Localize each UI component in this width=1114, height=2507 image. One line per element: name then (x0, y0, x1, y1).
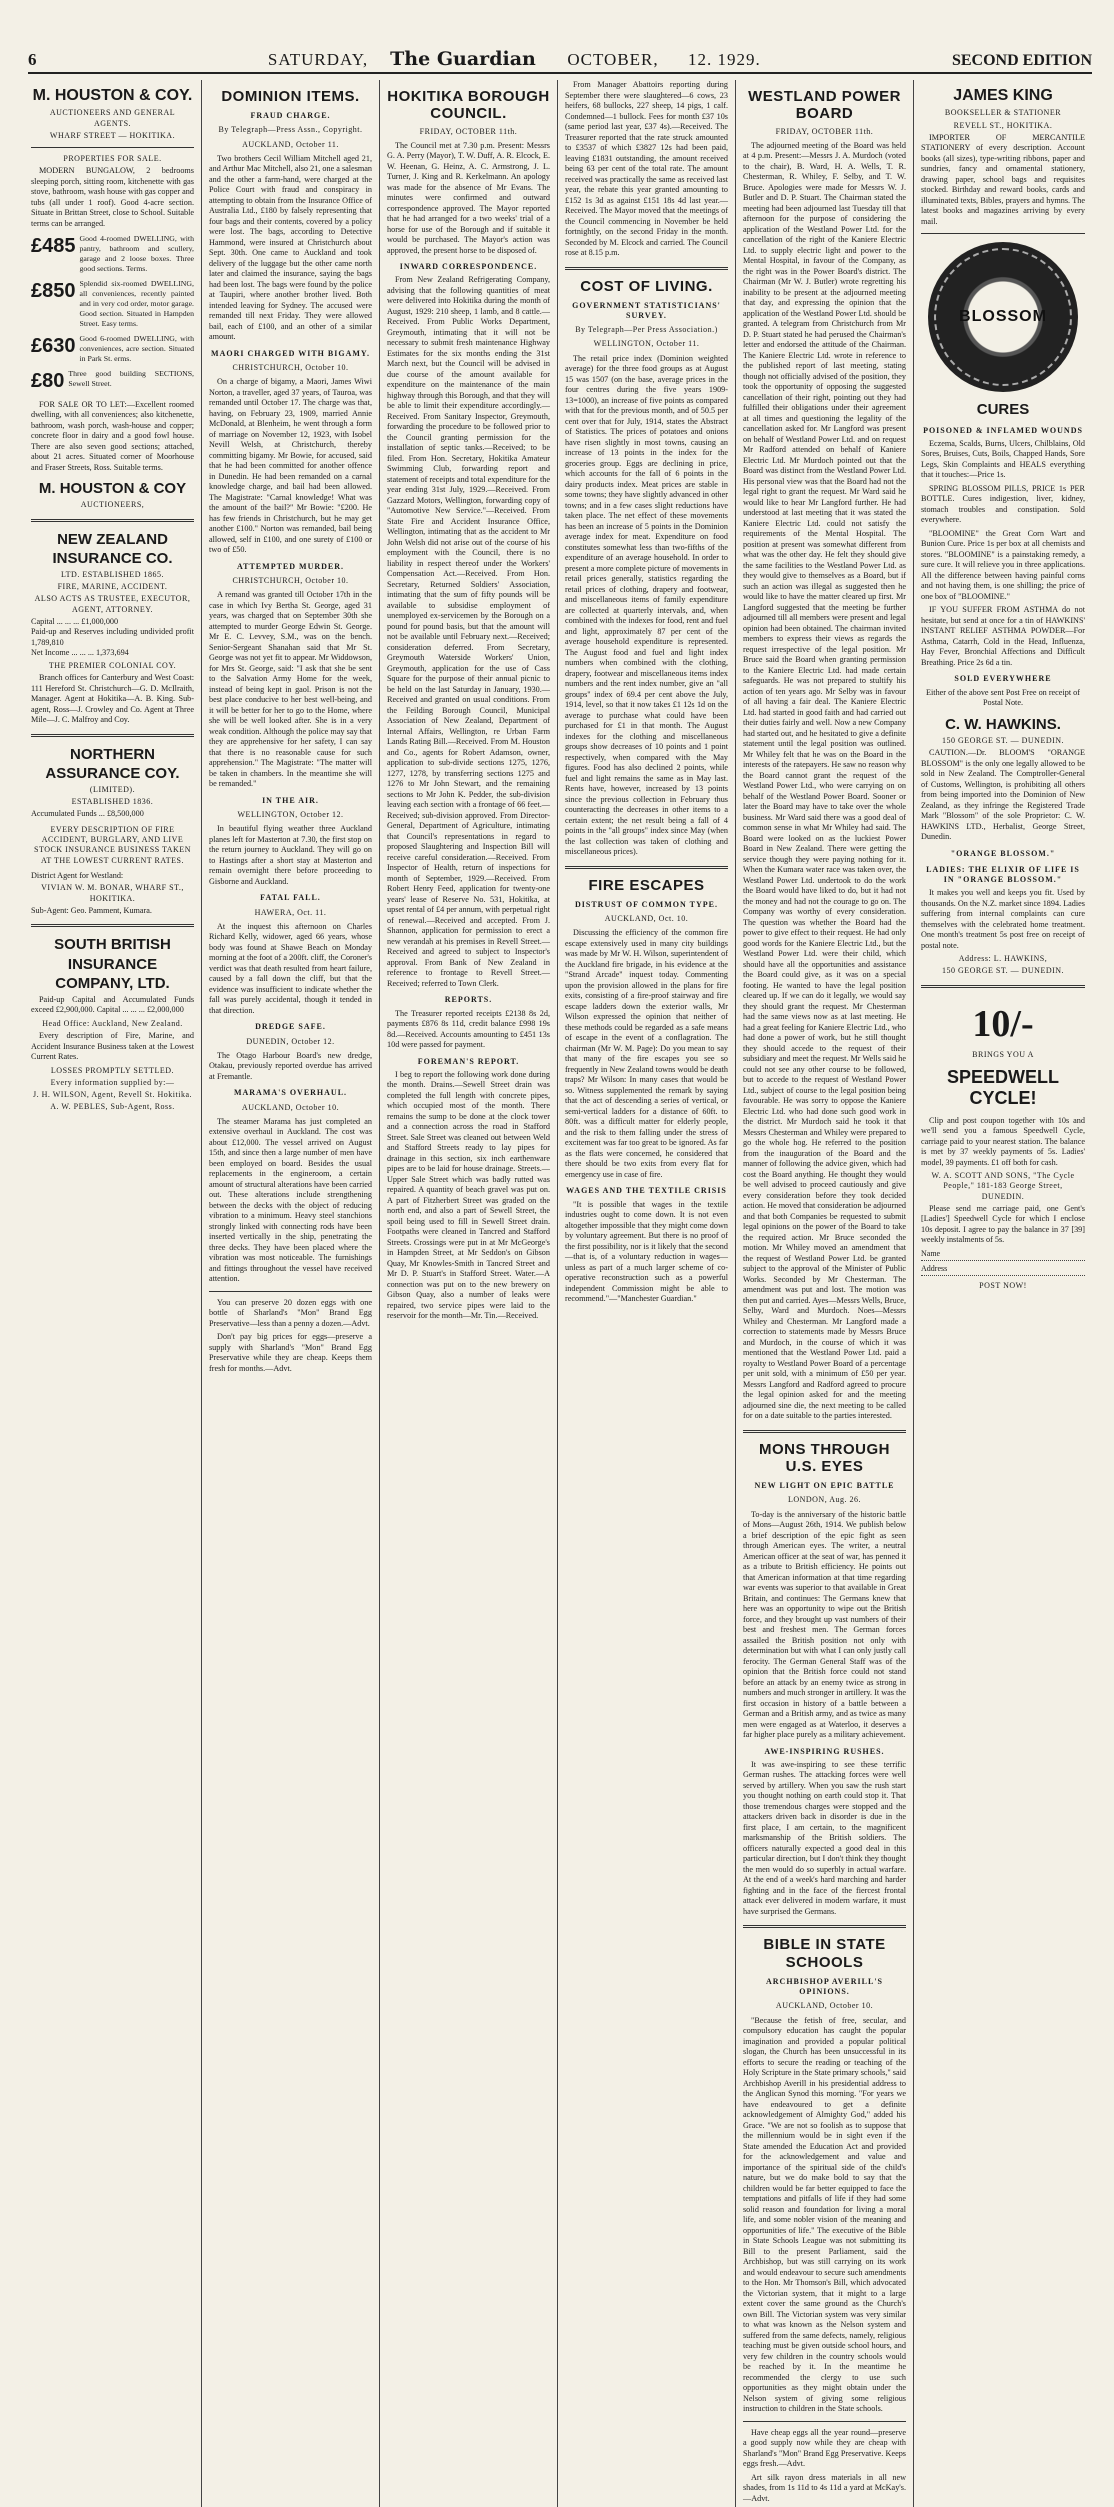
brings-you: BRINGS YOU A (972, 1050, 1034, 1060)
property-ad (31, 279, 194, 329)
article-text: On a charge of bigamy, a Maori, James Wiwi Norton, a traveller, aged 37 years, of Tauroa, was remanded until October 17. The charge was that, having, on February 23, 1909, married Annie McDonald, at Blenheim, he went through a form of marriage on November 12, 1923, with Isobel Nevill Welsh, at Christchurch, thereby committing bigamy. Mr Bowie, for accused, said that he had been committed for another offence in Dunedin. He had been remanded on a carnal knowledge charge, and bail had been allowed. The Magistrate: "Carnal knowledge! What was the amount of the bail?" Mr Bowie: "£200. He has few friends in Christchurch, but he may get another £100." Norton was remanded, bail being allowed, self in £100, and one surety of £100 or two of £50. (209, 377, 372, 555)
property-ad (31, 234, 194, 274)
stationery-ad: IMPORTER OF MERCANTILE STATIONERY of every description. Account books (all sizes), type-writing ribbons, paper and sundries, fancy and ornamental stationery, drawing paper, school bags and requisites stocked. Birthday and reward books, cards and illuminated texts, Bibles, prayers and hymns. The latest books and magazines arriving by every mail. (921, 132, 1085, 226)
divider (743, 1925, 906, 1928)
divider (565, 267, 728, 270)
dateline: FRIDAY, OCTOBER 11th. (419, 126, 518, 136)
article-subhead: INWARD CORRESPONDENCE. (399, 262, 538, 272)
article-text: The steamer Marama has just completed an extensive overhaul in Auckland. The cost was about £12,000. The vessel arrived on August 15th, and since then a large number of men have been employed on board. Besides the usual replacements in the engineroom, a certain amount of structural alterations have been carried out. These alterations include strengthening between the decks with the object of reducing vibration to a minimum. Heavy steel stanchions strongly linked with connecting rods have been inserted vertically in the ship, penetrating the three decks. They have been placed where the vibration was most noticeable. The furnishings and fittings throughout the vessel have received attention. (209, 1116, 372, 1284)
houston-sub-2: AUCTIONEERS, (80, 500, 145, 510)
article-subhead: DREDGE SAFE. (255, 1022, 326, 1032)
poison-heading: POISONED & INFLAMED WOUNDS (923, 425, 1083, 435)
firm-name: W. A. SCOTT AND SONS, "The Cycle People," 181-183 George Street, DUNEDIN. (931, 1171, 1075, 1201)
price: £80 (31, 370, 65, 393)
post-now: POST NOW! (979, 1280, 1027, 1290)
article-text: The Council met at 7.30 p.m. Present: Messrs G. A. Perry (Mayor), T. W. Duff, A. R. Elcock, E. W. Heenan, G. Heinz, A. C. Armstrong, J. L. Turner, J. King and R. Kerkelmann. An apology was made for the absence of Mr Evans. The minutes were confirmed and outward correspondence approved. The Mayor reported that he had arranged for a two weeks' trial of a horse for use of the Borough and if suitable it would be purchased. The Mayor's action was approved, the present horse to be disposed of. (387, 140, 550, 255)
article-subhead: WAGES AND THE TEXTILE CRISIS (566, 1186, 727, 1196)
article-subhead: FATAL FALL. (260, 893, 321, 903)
article-text: "Because the fetish of free, secular, and compulsory education has caught the popular imagination and provided a popular political slogan, the Church has been unsuccessful in its efforts to secure the reading or teaching of the Holy Scripture in the State primary schools," said Archbishop Averill in his presidential address to the Anglican Synod this morning. "For years we have endeavoured to get a definite acknowledgement of Almighty God," added his Grace. "We are not so foolish as to suppose that the millennium would be in sight even if the State amended the Education Act and provided for the acknowledgement and value and importance of the spiritual side of the child's nature, but we do make bold to say that the children would be far better equipped to face the temptations and pitfalls of life if they had some solid reason and foundation for living a moral life, and some nobler vision of the meaning and opportunities of life." The executive of the Bible in State Schools League was not submitting its Bill to the present Parliament, said the Archbishop, but was still carrying on its work and would endeavour to secure such amendments to the Hon. Mr Thomson's Bill, which advocated the Victorian system, that it might to a large extent cover the same ground as the Church's own Bill. The Victorian system was very similar to what was known as the Nelson system and suffered from the same defects, namely, religious teaching must be given outside school hours, and very few children in the country schools would be reached by it. In the meantime he recommended the clergy to use such opportunities as they might obtain under the Nelson system of giving some religious instruction to children in the State schools. (743, 2015, 906, 2414)
hawkins-heading: C. W. HAWKINS. (945, 715, 1061, 733)
article-subhead: ATTEMPTED MURDER. (236, 561, 345, 571)
sb-agent: J. H. WILSON, Agent, Revell St. Hokitika. (32, 1090, 192, 1100)
column-5 (736, 80, 914, 2507)
properties-heading: PROPERTIES FOR SALE. (63, 154, 162, 164)
masthead-month: OCTOBER, (567, 50, 659, 69)
northern-sub: Sub-Agent: Geo. Pamment, Kumara. (31, 905, 152, 915)
property-text: Good 6-roomed DWELLING, with conveniences, acre section. Situated in Park St. erms. (79, 334, 194, 364)
houston-heading-2: M. HOUSTON & COY (38, 480, 187, 498)
fund-line: Paid-up and Reserves including undivided profit 1,789,810 (31, 627, 194, 647)
houston-sub: AUCTIONEERS AND GENERAL AGENTS. (49, 108, 176, 128)
article-text: The Otago Harbour Board's new dredge, Otakau, previously reported overdue has arrived at Fremantle. (209, 1050, 372, 1081)
king-address: REVELL ST., HOKITIKA. (953, 120, 1053, 130)
price: £630 (31, 335, 76, 358)
bungalow-ad: MODERN BUNGALOW, 2 bedrooms sleeping porch, sitting room, kitchenette with gas stove, bathroom, wash house with gas copper and tubs (all under 1 roof). Good 4-acre section. Situate in Brittan Street, close to School. Suitable terms can be arranged. (31, 166, 194, 228)
article-text: Discussing the efficiency of the common fire escape extensively used in many city buildings was made by Mr W. H. Wilson, superintendent of the Auckland fire brigade, in his evidence at the "Strand Arcade" inquest today. Commenting upon the provision allowed in the plans for fire exits, consisting of a fire-proof stairway and fire escape ladders down the exterior walls, Mr Wilson expressed the opinion that neither of these methods could be regarded as a safe means of escape in the event of a conflagration. The chairman (Mr W. M. Page): Do you mean to say that many of the fire escapes you see so frequently in New Zealand towns would be death traps? Mr Wilson: In many cases that would be so. Witness supplemented the remark by saying that the act of descending a series of vertical, or semi-vertical ladders for a distance of 60ft. to 80ft. was a difficult matter for elderly people, and the risk to them falling under the stress of excitement was far too great to be ignored. As far as the flats were concerned, he considered that there should be two exits from every flat for emergency use in case of fire. (565, 928, 728, 1179)
article-subhead: GOVERNMENT STATISTICIANS' SURVEY. (572, 300, 721, 320)
column-4 (558, 80, 736, 2507)
ladies-heading: LADIES: THE ELIXIR OF LIFE IS IN "ORANGE BLOSSOM." (926, 864, 1080, 884)
cost-of-living-heading: COST OF LIVING. (580, 277, 713, 295)
sb-capital: Paid-up Capital and Accumulated Funds exceed £2,900,000. Capital ... ... ... £2,000,000 (31, 994, 194, 1015)
article-text: To-day is the anniversary of the historic battle of Mons—August 26th, 1914. We publish below a brief description of the epic fight as seen through American eyes. The writer, a neutral American officer at the seat of war, has penned it as a tribute to British efficiency. He points out that American information at that time regarding war events was superior to that available in Great Britain, and continues: The Germans knew that here was an opportunity to wipe out the British force, and they brought up vast numbers of their best and freshest men. The German forces assailed the British position not only with determination but with what I can only justly call ferocity. The German General Staff was of the opinion that the British force could not stand before an attack by an enemy twice as strong in numbers and much stronger in artillery. It was the first occasion in history of a battle between a German and a British army, and as twice as many men were engaged as at Waterloo, it deserves a far higher place purely as a military achievement. (743, 1509, 906, 1740)
property-text: Three good building SECTIONS, Sewell Street. (68, 369, 194, 388)
article-subhead: FOREMAN'S REPORT. (417, 1056, 520, 1066)
fund-line: Net Income ... ... ... 1,373,694 (31, 648, 129, 658)
divider (31, 924, 194, 927)
divider (921, 985, 1085, 988)
article-subhead: MARAMA'S OVERHAUL. (233, 1088, 348, 1098)
column-1 (24, 80, 202, 2507)
sb-office: Head Office: Auckland, New Zealand. (42, 1018, 183, 1028)
advert-text: Art silk rayon dress materials in all new shades, from 1s 11d to 4s 11d a yard at McKay's.—Advt. (743, 2472, 906, 2503)
dateline: DUNEDIN, October 12. (246, 1036, 335, 1046)
column-3 (380, 80, 558, 2507)
power-board-heading: WESTLAND POWER BOARD (748, 88, 901, 123)
mons-heading: MONS THROUGH U.S. EYES (759, 1440, 890, 1475)
northern-agent: District Agent for Westland: (31, 870, 124, 880)
dateline: CHRISTCHURCH, October 10. (232, 576, 349, 586)
sale-ad: FOR SALE OR TO LET:—Excellent roomed dwelling, with all conveniences; also kitchenette, bathroom, wash porch, wash-house and copper; concrete floor in dairy and a good fowl house. There are also seven good sections; attached, about 21 acres. Situated corner of Moorhouse and Fraser Streets, Ross. Suitable terms. (31, 399, 194, 472)
northern-desc: EVERY DESCRIPTION OF FIRE ACCIDENT, BURGLARY, AND LIVE STOCK INSURANCE BUSINESS TAKEN AT THE LOWEST CURRENT RATES. (34, 824, 191, 865)
masthead-day: SATURDAY, (267, 50, 369, 69)
hawkins-address: 150 GEORGE ST. — DUNEDIN. (941, 735, 1065, 745)
article-subhead: ARCHBISHOP AVERILL'S OPINIONS. (766, 1976, 883, 1997)
column-2 (202, 80, 380, 2507)
article-text: I beg to report the following work done during the month. Drains.—Sewell Street drain was completed the full length with concrete pipes, which occupied most of the month. There remains the sump to be done at the clock tower and a connection across the road in Stafford Street. Sale Street was cleaned out between Weld and Stafford Streets ready to lay pipes for drainage in this section, six inch earthenware pipes are to be laid for house drainage. Streets.—Upper Sale Street which was badly rutted was repaired. A quantity of beach gravel was put on. A part of Fitzherbert Street was graded on the north end, and also a part of Sewell Street, the spoil being used to fill in Sewell Street drain. Footpaths were cleaned in Tancred and Stafford Streets. Crossings were put in at Mr McGeorge's in Hampden Street, at Mr Seddon's on Gibson Quay, Mr Knowles-Smith in Tancred Street and Mr D. P. Stuart's in Stafford Street. Water.—A connection was put on to the new brewery on Gibson Quay, also a number of leaks were repaired, two service pipes were laid to the reservoir for the month—Mr. Tin.—Received. (387, 1069, 550, 1321)
bible-heading: BIBLE IN STATE SCHOOLS (763, 1936, 886, 1971)
edition-label: SECOND EDITION (951, 52, 1092, 69)
newspaper-title: The Guardian (390, 48, 536, 70)
divider (31, 519, 194, 522)
fund-line: Capital ... ... ... £1,000,000 (31, 616, 119, 626)
column-6 (914, 80, 1092, 2507)
fire-escapes-heading: FIRE ESCAPES (588, 876, 705, 894)
sb-info: Every information supplied by:— (50, 1077, 175, 1087)
seal-ring (934, 248, 1072, 386)
northern-name: VIVIAN W. M. BONAR, WHARF ST., HOKITIKA. (41, 883, 184, 903)
byline: By Telegraph—Press Assn., Copyright. (218, 125, 363, 135)
dominion-heading: DOMINION ITEMS. (221, 88, 360, 105)
article-subhead: DISTRUST OF COMMON TYPE. (575, 899, 718, 909)
divider (31, 734, 194, 737)
article-text: The retail price index (Dominion weighted average) for the three food groups as at August 15 was 1507 (on the base, average prices in the four centres during the five years 1909-13=1000), an increase of five points as compared with that for the previous month, and of 50.5 per cent over that for July, 1914, states the Abstract of Statistics. The prices of potatoes and onions have risen slightly in most towns, causing an increase of 13 points in the index for the groceries group. Eggs are declining in price, which accounts for the fall of 6 points in the dairy products index. Meat prices are stable in some towns; they have slightly advanced in other towns; and in a few cases slight reductions have taken place. The net effect of these movements has been an increase of 5 points in the Dominion average index for meat. Expenditure on food constitutes somewhat less than two-fifths of the expenditure of an average household. In order to present a more complete picture of movements in retail prices generally, statistics regarding the retail prices of clothing, drapery and footwear, and miscellaneous items of family expenditure are collected at quarterly intervals, and, when combined with the indexes for food, rent and fuel and light, approximately 87 per cent of the average household expenditure is represented. The August food and fuel and light index numbers when combined with the clothing, drapery, footwear and miscellaneous items index numbers and the rent index number, give an "all groups" index of 69.4 per cent above the July, 1914, level, so that it now takes £1 12s 1d on the average to purchase what could have been purchased for £1 in that month. The August indexes for the clothing and miscellaneous groups show decreases of 10 points and 1 point respectively, when compared with the May figures. Food has also declined 2 points, while fuel and light remains the same as in May last. Rents have, however, increased by 13 points since the previous collection in February thus counteracting the decreases in other items to a certain extent; the net result being a fall of 4 points in the "all groups" index since May (when the last collection was taken of clothing and miscellaneous prices). (565, 353, 728, 857)
cures-heading: CURES (976, 401, 1030, 419)
article-text: "It is possible that wages in the textile industries ought to come down. It is not even altogether impossible that they might come down by voluntary agreement. But there is no proof of the first possibility, nor is it likely that the second—that is, of a voluntary reduction in wages—unless as part of a much larger scheme of co-operative reconstruction such as a powerful independent Commission might be able to recommend."—"Manchester Guardian." (565, 1199, 728, 1304)
ad-text: SPRING BLOSSOM PILLS, PRICE 1s PER BOTTLE. Cures indigestion, liver, kidney, stomach troubles and constipation. Sold everywhere. (921, 483, 1085, 525)
divider (565, 866, 728, 869)
ad-text: Eczema, Scalds, Burns, Ulcers, Chilblains, Old Sores, Bruises, Cuts, Boils, Chapped Hands, Sore Legs, Skin Complaints and HEALS everything that it touches:—Price 1s. (921, 438, 1085, 480)
property-text: Splendid six-roomed DWELLING, all conveniences, recently painted and in very cod order, motor garage. Good section. Situated in Hampden Street. Easy terms. (79, 279, 194, 329)
article-subhead: FRAUD CHARGE. (250, 111, 331, 121)
divider (743, 1430, 906, 1433)
branch-text: Branch offices for Canterbury and West Coast: 111 Hereford St. Christchurch—G. D. McIlraith, Manager. Agent at Hokitika—A. B. King. Sub-agent, Ross—J. Crowley and Co. Agent at Three Mile—J. C. Malfroy and Coy. (31, 673, 194, 725)
dateline: WELLINGTON, October 12. (237, 810, 344, 820)
dateline: AUCKLAND, Oct. 10. (604, 914, 689, 924)
coupon-name-field[interactable]: Name (921, 1249, 1085, 1261)
columns (24, 80, 1092, 2503)
northern-funds: Accumulated Funds ... £8,500,000 (31, 809, 144, 819)
article-subhead: NEW LIGHT ON EPIC BATTLE (754, 1481, 895, 1491)
james-king-heading: JAMES KING (953, 87, 1053, 104)
article-text: Two brothers Cecil William Mitchell aged 21, and Arthur Mac Mitchell, also 21, one a salesman and the other a farm-hand, were charged at the Police Court with fraud and conspiracy in attempting to obtain from the Insurance Office of Australia Ltd., £180 by falsely representing that four bags and their contents, covered by a policy were lost. The bags, according to Detective Hammond, were insured at Christchurch about Sept. 30th. One came to Auckland and took delivery of the luggage but the other came north later and claimed the insurance, saying the bags had been lost. The bags were found by the police at Taupiri, where another brother lived. Both intended leaving for Sydney. The accused were remanded till next Friday. They were allowed bail, each of £100, and an other of a similar amount. (209, 153, 372, 342)
sb-losses: LOSSES PROMPTLY SETTLED. (50, 1065, 175, 1075)
coupon-text: Please send me carriage paid, one Gent's [Ladies'] Speedwell Cycle for which I enclose 10s deposit. I agree to pay the balance in 37 [39] weekly instalments of 5s. (921, 1203, 1085, 1245)
houston-heading: M. HOUSTON & COY. (32, 87, 193, 104)
article-text: From Manager Abattoirs reporting during September there were slaughtered—6 cows, 23 heifers, 68 bullocks, 227 sheep, 14 pigs, 1 calf. Condemned—1 bullock. Fees for month £37 10s (same period last year, £37 4s).—Received. The Treasurer reported that the rate struck amounted to £3537 of which £3827 12s had been paid, leaving £1831 outstanding, the amount received being 63 per cent of the total rate. The amount received was practically the same as received last year, the rebate this year granted amounting to £152 1s 3d as against £151 18s 4d last year.—Received. The Mayor moved that the meetings of the Council commencing in November be held fortnightly, on the second Friday in the month. Seconded by M. Elcock and carried. The Council rose at 8.15 p.m. (565, 80, 728, 257)
property-ad (31, 369, 194, 395)
council-heading: HOKITIKA BOROUGH COUNCIL. (387, 88, 550, 123)
nz-also: ALSO ACTS AS TRUSTEE, EXECUTOR, AGENT, ATTORNEY. (34, 594, 191, 614)
article-subhead: REPORTS. (444, 995, 493, 1005)
premier-coy: THE PREMIER COLONIAL COY. (48, 660, 177, 670)
seal-word: BLOSSOM (959, 308, 1047, 326)
price: £850 (31, 280, 76, 303)
dateline: AUCKLAND, October 10. (775, 2001, 874, 2011)
sb-subagent: A. W. PEBLES, Sub-Agent, Ross. (50, 1102, 175, 1112)
property-text: Good 4-roomed DWELLING, with pantry, bathroom and scullery, garage and 2 loose boxes. Three good sections. Terms. (79, 234, 194, 274)
northern-ltd: (LIMITED). (89, 784, 136, 794)
article-subhead: IN THE AIR. (262, 795, 319, 805)
divider (921, 233, 1085, 234)
dateline: LONDON, Aug. 26. (787, 1495, 862, 1505)
sold-everywhere: SOLD EVERYWHERE (954, 674, 1052, 684)
dateline: WELLINGTON, October 11. (593, 339, 700, 349)
sb-desc: Every description of Fire, Marine, and Accident Insurance Business taken at the Lowest Current Rates. (31, 1031, 194, 1062)
address-label: Address: L. HAWKINS, (958, 954, 1048, 964)
nz-fire: FIRE, MARINE, ACCIDENT. (57, 582, 168, 592)
spring-blossom-seal-icon (928, 242, 1078, 392)
ad-text: IF YOU SUFFER FROM ASTHMA do not hesitate, but send at once for a tin of HAWKINS' INSTANT RELIEF ASTHMA POWDER—For Asthma, Catarrh, Cold in the Head, Influenza, Hay Fever, Bronchial Affections and Difficult Breathing. Price 2s 6d a tin. (921, 605, 1085, 667)
dateline: AUCKLAND, October 11. (242, 139, 339, 149)
advert-text: Have cheap eggs all the year round—preserve a good supply now while they are cheap with Sharland's "Mon" Brand Egg Preservative. Keeps eggs fresh.—Advt. (743, 2427, 906, 2469)
article-text: A remand was granted till October 17th in the case in which Ivy Bertha St. George, aged 31 years, was charged that on September 30th she attempted to murder George Edwin St. George. Mr E. C. Levvey, S.M., was on the bench. Senior-Sergeant Shanahan said that Mr St. George was not yet fit to appear. Mr Widdowson, for Mrs St. George, said: "I ask that she be sent to the Salvation Army Home for the week, instead of being kept in gaol. Prison is not the best place conducive to her best well-being, and it will be better for her to go to the Home, where she will be well looked after. She is in a very weak condition. Although the police may say that they are apprehensive for her safety, I can say that there is no reasonable cause for such apprehension." The Magistrate: "The matter will be taken in chambers. In the meantime she will be remanded." (209, 590, 372, 789)
divider (743, 2421, 906, 2422)
article-subhead: MAORI CHARGED WITH BIGAMY. (211, 348, 370, 358)
masthead (28, 48, 1092, 74)
dateline: CHRISTCHURCH, October 10. (232, 363, 349, 373)
ad-text: It makes you well and keeps you fit. Used by thousands. On the N.Z. market since 1894. Ladies suffering from internal complaints can cure themselves with the celebrated home treatment. One month's treatment 5s post free on receipt of postal note. (921, 888, 1085, 950)
ad-text: "BLOOMINE" the Great Corn Wart and Bunion Cure. Price 1s per box at all chemists and stores. "BLOOMINE" is a painstaking remedy, a sure cure. It will relieve you in three applications. All the difference between having painful corns and not having them, is one shilling; the price of one box of "BLOOMINE." (921, 528, 1085, 601)
byline: By Telegraph—Per Press Association.) (575, 325, 718, 335)
nz-insurance-heading: NEW ZEALAND INSURANCE CO. (52, 530, 173, 567)
dateline: AUCKLAND, October 10. (241, 1102, 340, 1112)
article-text: From New Zealand Refrigerating Company, advising that the following quantities of meat were delivered into Hokitika during the month of August, 1929: 210 sheep, 1 lamb, and 8 cattle.—Received. From Public Works Department, Greymouth, intimating that it will not be necessary to submit fresh maintenance Highway Estimates for the six months ending the 31st March next, but the Council will be advised in due course of the amount available for expenditure on the maintenance of the main highway through this Borough, and that they will be able to limit their expenditure accordingly.—Received. From Sanitary Inspector, Greymouth, forwarding the procedure to be followed prior to the Council granting permission for the installation of septic tanks.—Received; to be filed. From Hon. Secretary, Hokitika Amateur Swimming Club, forwarding report and statement of receipts and total expenditure for the year ending 31st July, 1929.—Received. From Gazzard Motors, Wellington, forwarding copy of "Automotive New Service."—Received. From State Fire and Accident Insurance Office, Wellington, intimating that as the accident to Mr John Welsh did not arise out of the course of his employment with the Council, there is no liability in respect thereof under the Workers' Compensation Act.—Received. From Hon. Secretary, Returned Soldiers' Association, intimating that the sum of fifty pounds will be available to subsidise employment of unemployed ex-servicemen by the Borough on a pound for pound basis, but that the amount will not be available until February next.—Received; consideration deferred. From Secretary, Greymouth Waterside Workers' Union, Greymouth, application for the use of Cass Square for the purpose of their annual picnic to be held on the last Saturday in January, 1930.—Received and granted on usual conditions. From the Feilding Borough Council, Municipal Association of New Zealand, Department of Internal Affairs, Wellington, re Urban Farm Lands Rating Bill.—Received. From M. Houston and Co., agents for Robert Adamson, owner, application to sub-divide sections 1275, 1276, 1277, 1278, by transferring sections 1275 and 1276 to Mr John Stewart, and the remaining sections to Mr John K. Pedder, the sub-division leaving each section with a frontage of 66 feet.—Received; sub-division approved. From Director-General, Department of Agriculture, intimating that Council's representations in regard to proposed Slaughtering and Inspection Bill will receive careful consideration.—Received. From Inspector of Health, return of inspections for month of September, 1929.—Received. From Robert Henry Feed, application for twenty-one years' lease of Reserve No. 531, Hokitika, at upset rental of £4 per annum, with perpetual right of renewal.—Received and accepted. From J. Shannon, application for permission to erect a new verandah at his premises in Revell Street.—Received and agreed to subject to Inspector's approval. From Bank of New Zealand in reference to frontage to Revell Street.—Received; referred to Town Clerk. (387, 275, 550, 988)
price: £485 (31, 235, 76, 258)
ad-text: Clip and post coupon together with 10s and we'll send you a famous Speedwell Cycle, carriage paid to your nearest station. The balance is met by 37 weekly payments of 5s. Ladies' model, 39 payments. £1 off both for cash. (921, 1115, 1085, 1167)
article-text: At the inquest this afternoon on Charles Richard Kelly, widower, aged 66 years, whose body was found at Shawe Beach on Monday morning at the foot of a 200ft. cliff, the Coroner's verdict was that death resulted from heart failure, caused by a fall down the cliff, but that the evidence was insufficient to indicate whether the fall was purely accidental, though it tended in that direction. (209, 921, 372, 1015)
bookseller-sub: BOOKSELLER & STATIONER (944, 108, 1062, 118)
northern-heading: NORTHERN ASSURANCE COY. (45, 745, 180, 782)
houston-address: WHARF STREET — HOKITIKA. (49, 130, 176, 140)
page-number: 6 (28, 50, 38, 69)
dateline: FRIDAY, OCTOBER 11th. (775, 126, 874, 136)
speedwell-heading: SPEEDWELL CYCLE! (946, 1066, 1059, 1109)
article-text: It was awe-inspiring to see these terrific German rushes. The attacking forces were well served by artillery. When you saw the rush start you thought nothing on earth could stop it. That those tremendous charges were stopped and the attackers driven back in disorder is due in the first place, I am certain, to the magnificent marksmanship of the British soldiers. The officers naturally expected a good deal in this particular direction, but I don't think they thought the men would do so superbly in actual warfare. At the end of a week's hard marching and harder fighting and in the face of the fiercest frontal attack ever delivered in modern warfare, it must have surprised the Germans. (743, 1759, 906, 1916)
orange-blossom: "ORANGE BLOSSOM." (950, 848, 1056, 858)
advert-text: You can preserve 20 dozen eggs with one bottle of Sharland's "Mon" Brand Egg Preservative—less than a penny a dozen.—Advt. (209, 1297, 372, 1328)
south-british-heading: SOUTH BRITISH INSURANCE COMPANY, LTD. (54, 936, 171, 992)
dateline: HAWERA, Oct. 11. (254, 907, 327, 917)
divider (31, 147, 194, 148)
ad-text: Either of the above sent Post Free on receipt of Postal Note. (926, 687, 1080, 708)
caution-text: CAUTION.—Dr. BLOOM'S "ORANGE BLOSSOM" is the only one legally allowed to be sold in New Zealand. The Comptroller-General of Customs, Wellington, is prohibiting all others from being imported into the Dominion of New Zealand, as they infringe the Registered Trade Mark "Blossom" of the sole Proprietor: C. W. HAWKINS LTD., Herbalist, George Street, Dunedin. (921, 748, 1085, 842)
coupon-address-field[interactable]: Address (921, 1264, 1085, 1276)
article-text: The adjourned meeting of the Board was held at 4 p.m. Present:—Messrs J. A. Murdoch (voted to the chair), B. Ward, H. A. Wells, T. R. Chesterman, R. Whiley, F. Selby, and T. W. Bruce. Apologies were made for Messrs W. J. Butler and D. P. Stuart. The Chairman stated the meeting had been adjourned last Tuesday till that afternoon for the purpose of considering the application of the Westland Power Ltd. for the cancellation of the right of the Kaniere Electric Ltd. to supply electric light and power to the Mental Hospital, in favour of the Company, as the right was in the Power Board's district. The Chairman (Mr W. J. Butler) wrote regretting his inability to be present at the adjourned meeting that day, and expressing the opinion that the application of the Westland Power Ltd. should be granted. A telegram from Christchurch from Mr D. P. Stuart stated he had perused the Chairman's letter and endorsed the attitude of the Chairman. The Kaniere Electric Ltd. wrote in reference to the published report of last meeting, stating though not officially advised of the position, they took the opportunity of opposing the suggested cancellation of their right, pointing out they had fulfilled their obligations under their agreement at all times and questioning the legality of the cancellation asked for. Mr Langford was present on behalf of Westland Power Ltd. and on request Mr Radford attended on behalf of Kaniere Electric Ltd. Mr Murdoch pointed out that the Board was distinct from the Westland Power Ltd. His personal view was that the Board had not the legal right to grant the request. Mr Ward said he would like to hear Mr Langford further. He had understood at last meeting that it was stated the Kaniere Electric Ltd. could not satisfy the requirements of the Mental Hospital. The position at present was somewhat different from what was the other day. He felt they should give the same facilities to the Westland Power Ltd. as they would give to themselves as a Board, but if such an action was illegal as suggested then he would like to have the matter cleared up first. Mr Langford suggested that the meeting be further adjourned till all members were present and legal opinion had been obtained. The chairman invited members to express their views as regards the request irrespective of the legal position. Mr Bruce said the Board when granting permission to the Kaniere Electric Ltd. had made certain safeguards. He was not prepared to stultify his action of ten years ago. Mr Selby was in favour of all having a fair deal. The Kaniere Electric Ltd. had started in good faith and had carried out their duties fairly and well. Now a new Company had started out, and he hesitated to give a definite statement until the legal position was outlined. Mr Whiley felt that he was on the Board in the interests of the ratepayers. He saw no reason why the Board cannot grant the request of the Westland Power Ltd., who were carrying on on behalf of the Westland Power Board. Sooner or later the Board may have to take over the whole business. Mr Ward said there was a good deal of common sense in what Mr Whiley had said. The Board were looked on as the luckiest Power Board in New Zealand. There were getting the service though they were paying nothing for it. When the Kumara water race was taken over, the Westland Power Ltd. undertook to do the work the Board would have liked to do, but it had not the money and had not the courage to go on. The Company was worthy of every consideration. The question was whether the Board had the power to give effect to their request. He had only good words for the Kaniere Electric Ltd., but the Westland Power Ltd. were their child, which should have all the opportunities and assistance the Board could give, as it was on a special footing. He wanted to have the legal position cleared up. If we can do it legally, we would say they should grant the request. Mr Chesterman had the same views now as at last meeting. He had a great feeling for Kaniere Electric Ltd., who had done a power of work, but he still thought they should accede to the request of their subsidiary and meet the request. Mr Wells said he could not see any other course to be followed, but to accede to the request of Westland Power Ltd., subject of course to the legal position being favourable. He was sorry to oppose the Kaniere Electric Ltd. who had done such good work in the district. Mr Murdoch said he took it that Messrs Chesterman and Whiley were prepared to go the whole hog. He referred to the position from the inauguration of the Board and the manner of following the advice given, which had cost the Board anything. He thought they would be well advised to proceed cautiously and give every consideration before they took decided action. He moved that consideration be adjourned and that both Companies be requested to submit legal opinions on the power of the Board to take the required action. Mr Bruce seconded the motion. Mr Whiley moved an amendment that the request of Westland Power Ltd. be granted subject to the approval of the Minister of Public Works. Seconded by Mr Chesterman. The amendment was put and lost. The motion was then put and carried. Ayes—Messrs Wells, Bruce, Selby, Ward and Murdoch. Noes—Messrs Whiley and Chesterman. Mr Langford made a correction to statements made by Messrs Bruce and Murdoch, in the course of which it was mentioned that the Westland Power Ltd. paid a royalty to Westland Power Board of a percentage per unit sold, with a minimum of £50 per year. Messrs Langford and Radford agreed to procure the legal opinion asked for and the meeting adjourned sine die, the next meeting to be called for on a date suitable to the parties interested. (743, 140, 907, 1421)
property-ad (31, 334, 194, 364)
nz-est: LTD. ESTABLISHED 1865. (61, 569, 164, 579)
ten-shillings: 10/- (972, 1002, 1034, 1045)
article-subhead: AWE-INSPIRING RUSHES. (764, 1746, 885, 1756)
northern-est: ESTABLISHED 1836. (71, 797, 154, 807)
article-text: In beautiful flying weather three Auckland planes left for Masterton at 7.30, the first stop on the return journey to Auckland. They will go on to Hastings after a short stay at Masterton and remain overnight there before proceeding to Gisborne and Auckland. (209, 824, 372, 886)
article-text: The Treasurer reported receipts £2138 8s 2d, payments £876 8s 11d, credit balance £998 19s 8d.—Received. Accounts amounting to £451 13s 10d were passed for payment. (387, 1008, 550, 1050)
masthead-date: 12. 1929. (688, 50, 761, 69)
divider (209, 1291, 372, 1292)
advert-text: Don't pay big prices for eggs—preserve a supply with Sharland's "Mon" Brand Egg Preservative while they are cheap. Keeps them fresh for months.—Advt. (209, 1332, 372, 1373)
address-value: 150 GEORGE ST. — DUNEDIN. (941, 966, 1065, 976)
